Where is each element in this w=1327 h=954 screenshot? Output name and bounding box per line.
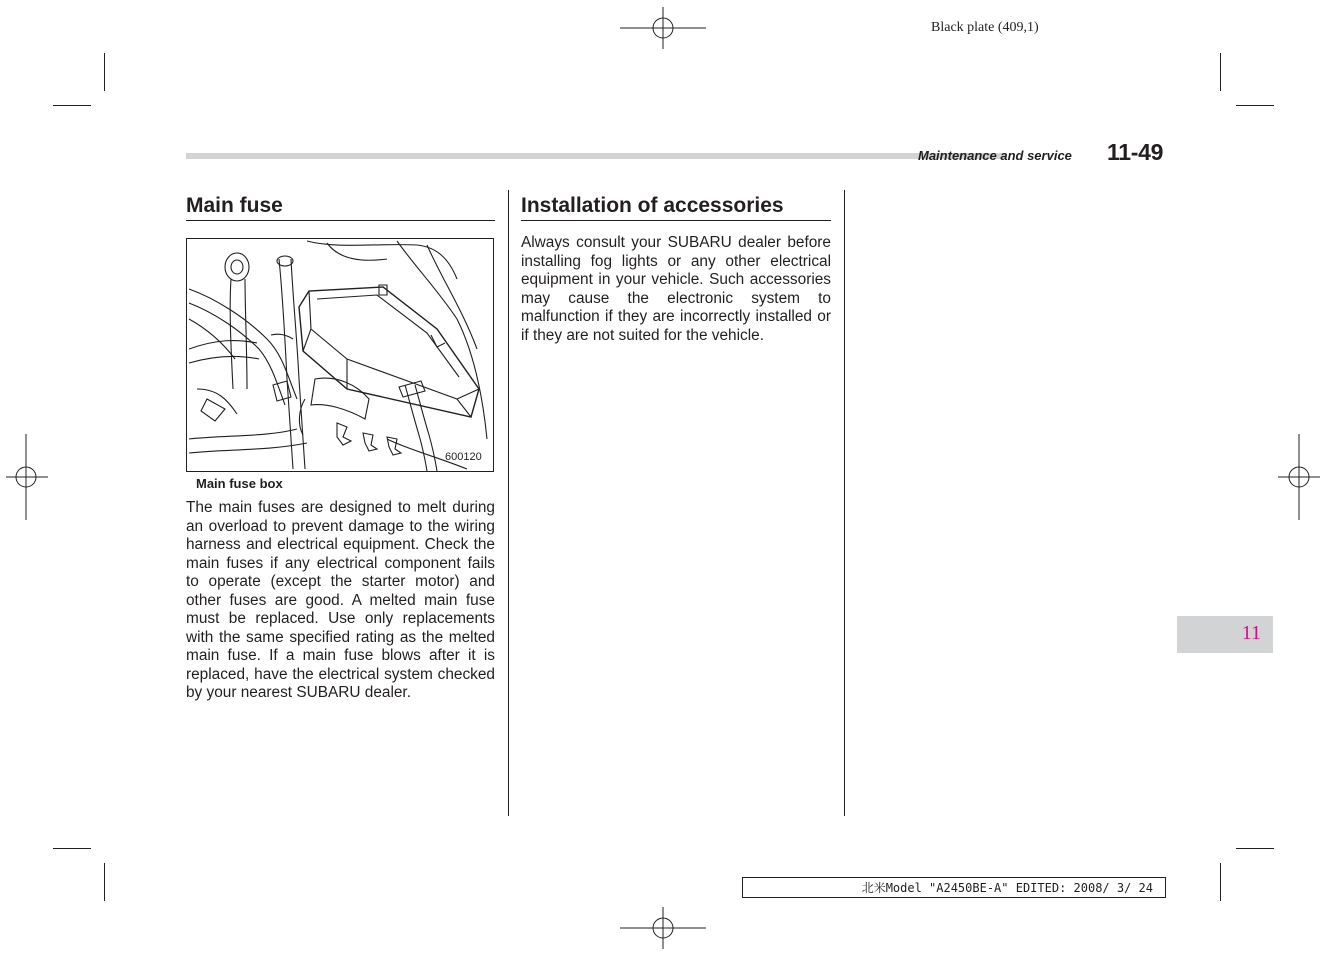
registration-mark-icon	[620, 907, 706, 951]
column-divider	[508, 190, 509, 816]
installation-heading: Installation of accessories	[521, 194, 784, 217]
crop-mark	[1236, 848, 1274, 849]
fuse-box-illustration	[187, 239, 493, 471]
header-rule	[186, 153, 1006, 159]
registration-mark-icon	[1278, 434, 1322, 520]
heading-rule	[521, 220, 831, 221]
installation-body-text: Always consult your SUBARU dealer before installing fog lights or any other electrical equipment in your vehicle. Such accessories may cause the electronic system to malfunction if they are incorrectly installed or if they are not suited for the vehicle.	[521, 234, 831, 344]
crop-mark	[104, 53, 105, 91]
crop-mark	[1220, 863, 1221, 901]
section-title: Maintenance and service	[918, 148, 1072, 163]
footer-text: 北米Model "A2450BE-A" EDITED: 2008/ 3/ 24	[861, 881, 1153, 895]
main-fuse-box-figure	[186, 238, 494, 472]
main-fuse-body-text: The main fuses are designed to melt during an overload to prevent damage to the wiring harness and electrical equipment. Check the main fuses if any electrical component fails to operate (except the starter motor) and other fuses are good. A melted main fuse must be replaced. Use only replacements with the same specified rating as the melted main fuse. If a main fuse blows after it is replaced, have the electrical system checked by your nearest SUBARU dealer.	[186, 499, 495, 701]
figure-caption: Main fuse box	[196, 476, 283, 491]
footer-edit-stamp	[742, 877, 1166, 898]
page-number: 11-49	[1107, 139, 1164, 165]
registration-mark-icon	[4, 434, 48, 520]
crop-mark	[53, 105, 91, 106]
registration-mark-icon	[620, 5, 706, 49]
crop-mark	[1220, 53, 1221, 91]
plate-label: Black plate (409,1)	[931, 20, 1039, 35]
chapter-tab	[1177, 616, 1273, 653]
figure-code: 600120	[445, 451, 482, 463]
crop-mark	[104, 863, 105, 901]
crop-mark	[53, 848, 91, 849]
heading-rule	[186, 220, 495, 221]
column-divider	[844, 190, 845, 816]
main-fuse-heading: Main fuse	[186, 194, 283, 217]
crop-mark	[1236, 105, 1274, 106]
chapter-number: 11	[1241, 622, 1261, 644]
